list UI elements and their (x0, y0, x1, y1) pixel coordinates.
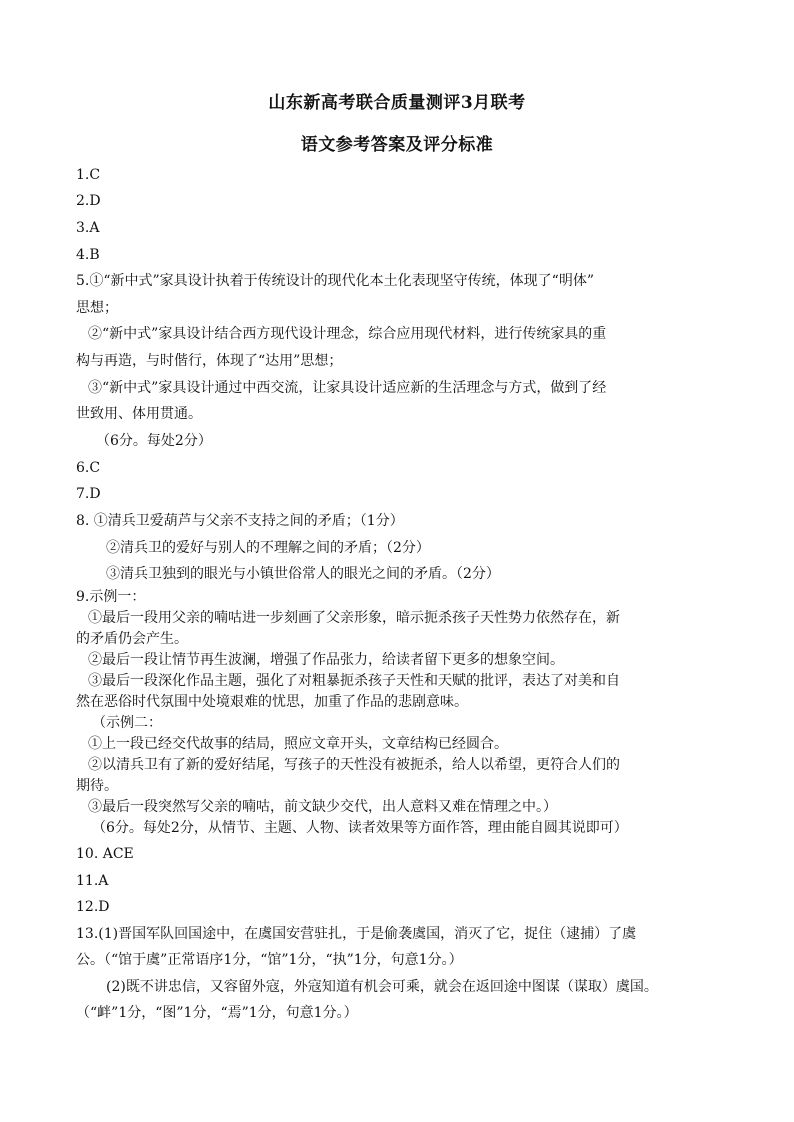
answer-line-9-ex2-point1: ①上一段已经交代故事的结局，照应文章开头，文章结构已经圆合。 (88, 736, 508, 752)
answer-line-13-part2-cont: （“衅”1分，“图”1分，“焉”1分，句意1分。） (76, 1005, 358, 1021)
answer-line-9-score: （6分。每处2分，从情节、主题、人物、读者效果等方面作答，理由能自圆其说即可） (92, 820, 628, 836)
answer-line-8: 8. ①清兵卫爱葫芦与父亲不支持之间的矛盾；（1分） (76, 513, 404, 529)
answer-line-4: 4.B (76, 247, 100, 263)
answer-line-5-point3-cont: 世致用、体用贯通。 (76, 406, 202, 422)
answer-line-3: 3.A (76, 220, 100, 236)
answer-line-12: 12.D (76, 899, 110, 915)
answer-line-5-point2: ②“新中式”家具设计结合西方现代设计理念，综合应用现代材料，进行传统家具的重 (88, 326, 607, 342)
answer-line-6: 6.C (76, 460, 101, 476)
answer-line-5-point2-cont: 构与再造，与时偕行，体现了“达用”思想； (76, 353, 343, 369)
answer-line-1: 1.C (76, 167, 101, 183)
page-title: 山东新高考联合质量测评3月联考 (268, 93, 526, 113)
answer-line-9-ex2-point3: ③最后一段突然写父亲的喃咕，前文缺少交代，出人意料又难在情理之中。） (88, 799, 557, 815)
answer-line-9-ex1-point2: ②最后一段让情节再生波澜，增强了作品张力，给读者留下更多的想象空间。 (88, 652, 564, 668)
answer-line-5: 5.①“新中式”家具设计执着于传统设计的现代化本土化表现坚守传统，体现了“明体” (76, 273, 594, 289)
answer-line-9-ex2: （示例二： (92, 715, 162, 731)
answer-line-10: 10. ACE (76, 846, 134, 862)
answer-line-7: 7.D (76, 486, 101, 502)
answer-line-5-cont: 思想； (76, 300, 118, 316)
answer-line-9-ex1-point3: ③最后一段深化作品主题，强化了对粗暴扼杀孩子天性和天赋的批评，表达了对美和自 (88, 673, 620, 689)
answer-line-13-part2: (2)既不讲忠信，又容留外寇，外寇知道有机会可乘，就会在返回途中图谋（谋取）虞国。 (106, 979, 658, 995)
answer-line-5-point3: ③“新中式”家具设计通过中西交流，让家具设计适应新的生活理念与方式，做到了经 (88, 380, 607, 396)
answer-line-11: 11.A (76, 873, 109, 889)
answer-line-9-ex2-point2: ②以清兵卫有了新的爱好结尾，写孩子的天性没有被扼杀，给人以希望，更符合人们的 (88, 757, 620, 773)
answer-line-8-point2: ②清兵卫的爱好与别人的不理解之间的矛盾；（2分） (106, 540, 430, 556)
answer-line-13-part1-cont: 公。（“馆于虞”正常语序1分，“馆”1分，“执”1分，句意1分。） (76, 952, 463, 968)
answer-line-9-ex1-point1: ①最后一段用父亲的喃咕进一步刻画了父亲形象，暗示扼杀孩子天性势力依然存在，新 (88, 610, 620, 626)
answer-line-9-ex1-point3-cont: 然在恶俗时代氛围中处境艰难的忧思，加重了作品的悲剧意味。 (76, 694, 468, 710)
page-subtitle: 语文参考答案及评分标准 (300, 135, 494, 155)
answer-line-9: 9.示例一： (76, 589, 146, 605)
answer-line-13-part1: 13.(1)晋国军队回国途中，在虞国安营驻扎，于是偷袭虞国，消灭了它，捉住（逮捕）了虞 (76, 926, 637, 942)
answer-line-9-ex1-point1-cont: 的矛盾仍会产生。 (76, 631, 188, 647)
answer-line-8-point3: ③清兵卫独到的眼光与小镇世俗常人的眼光之间的矛盾。（2分） (106, 566, 500, 582)
answer-line-9-ex2-point2-cont: 期待。 (76, 778, 118, 794)
answer-line-2: 2.D (76, 193, 101, 209)
answer-line-5-score: （6分。每处2分） (96, 433, 212, 449)
